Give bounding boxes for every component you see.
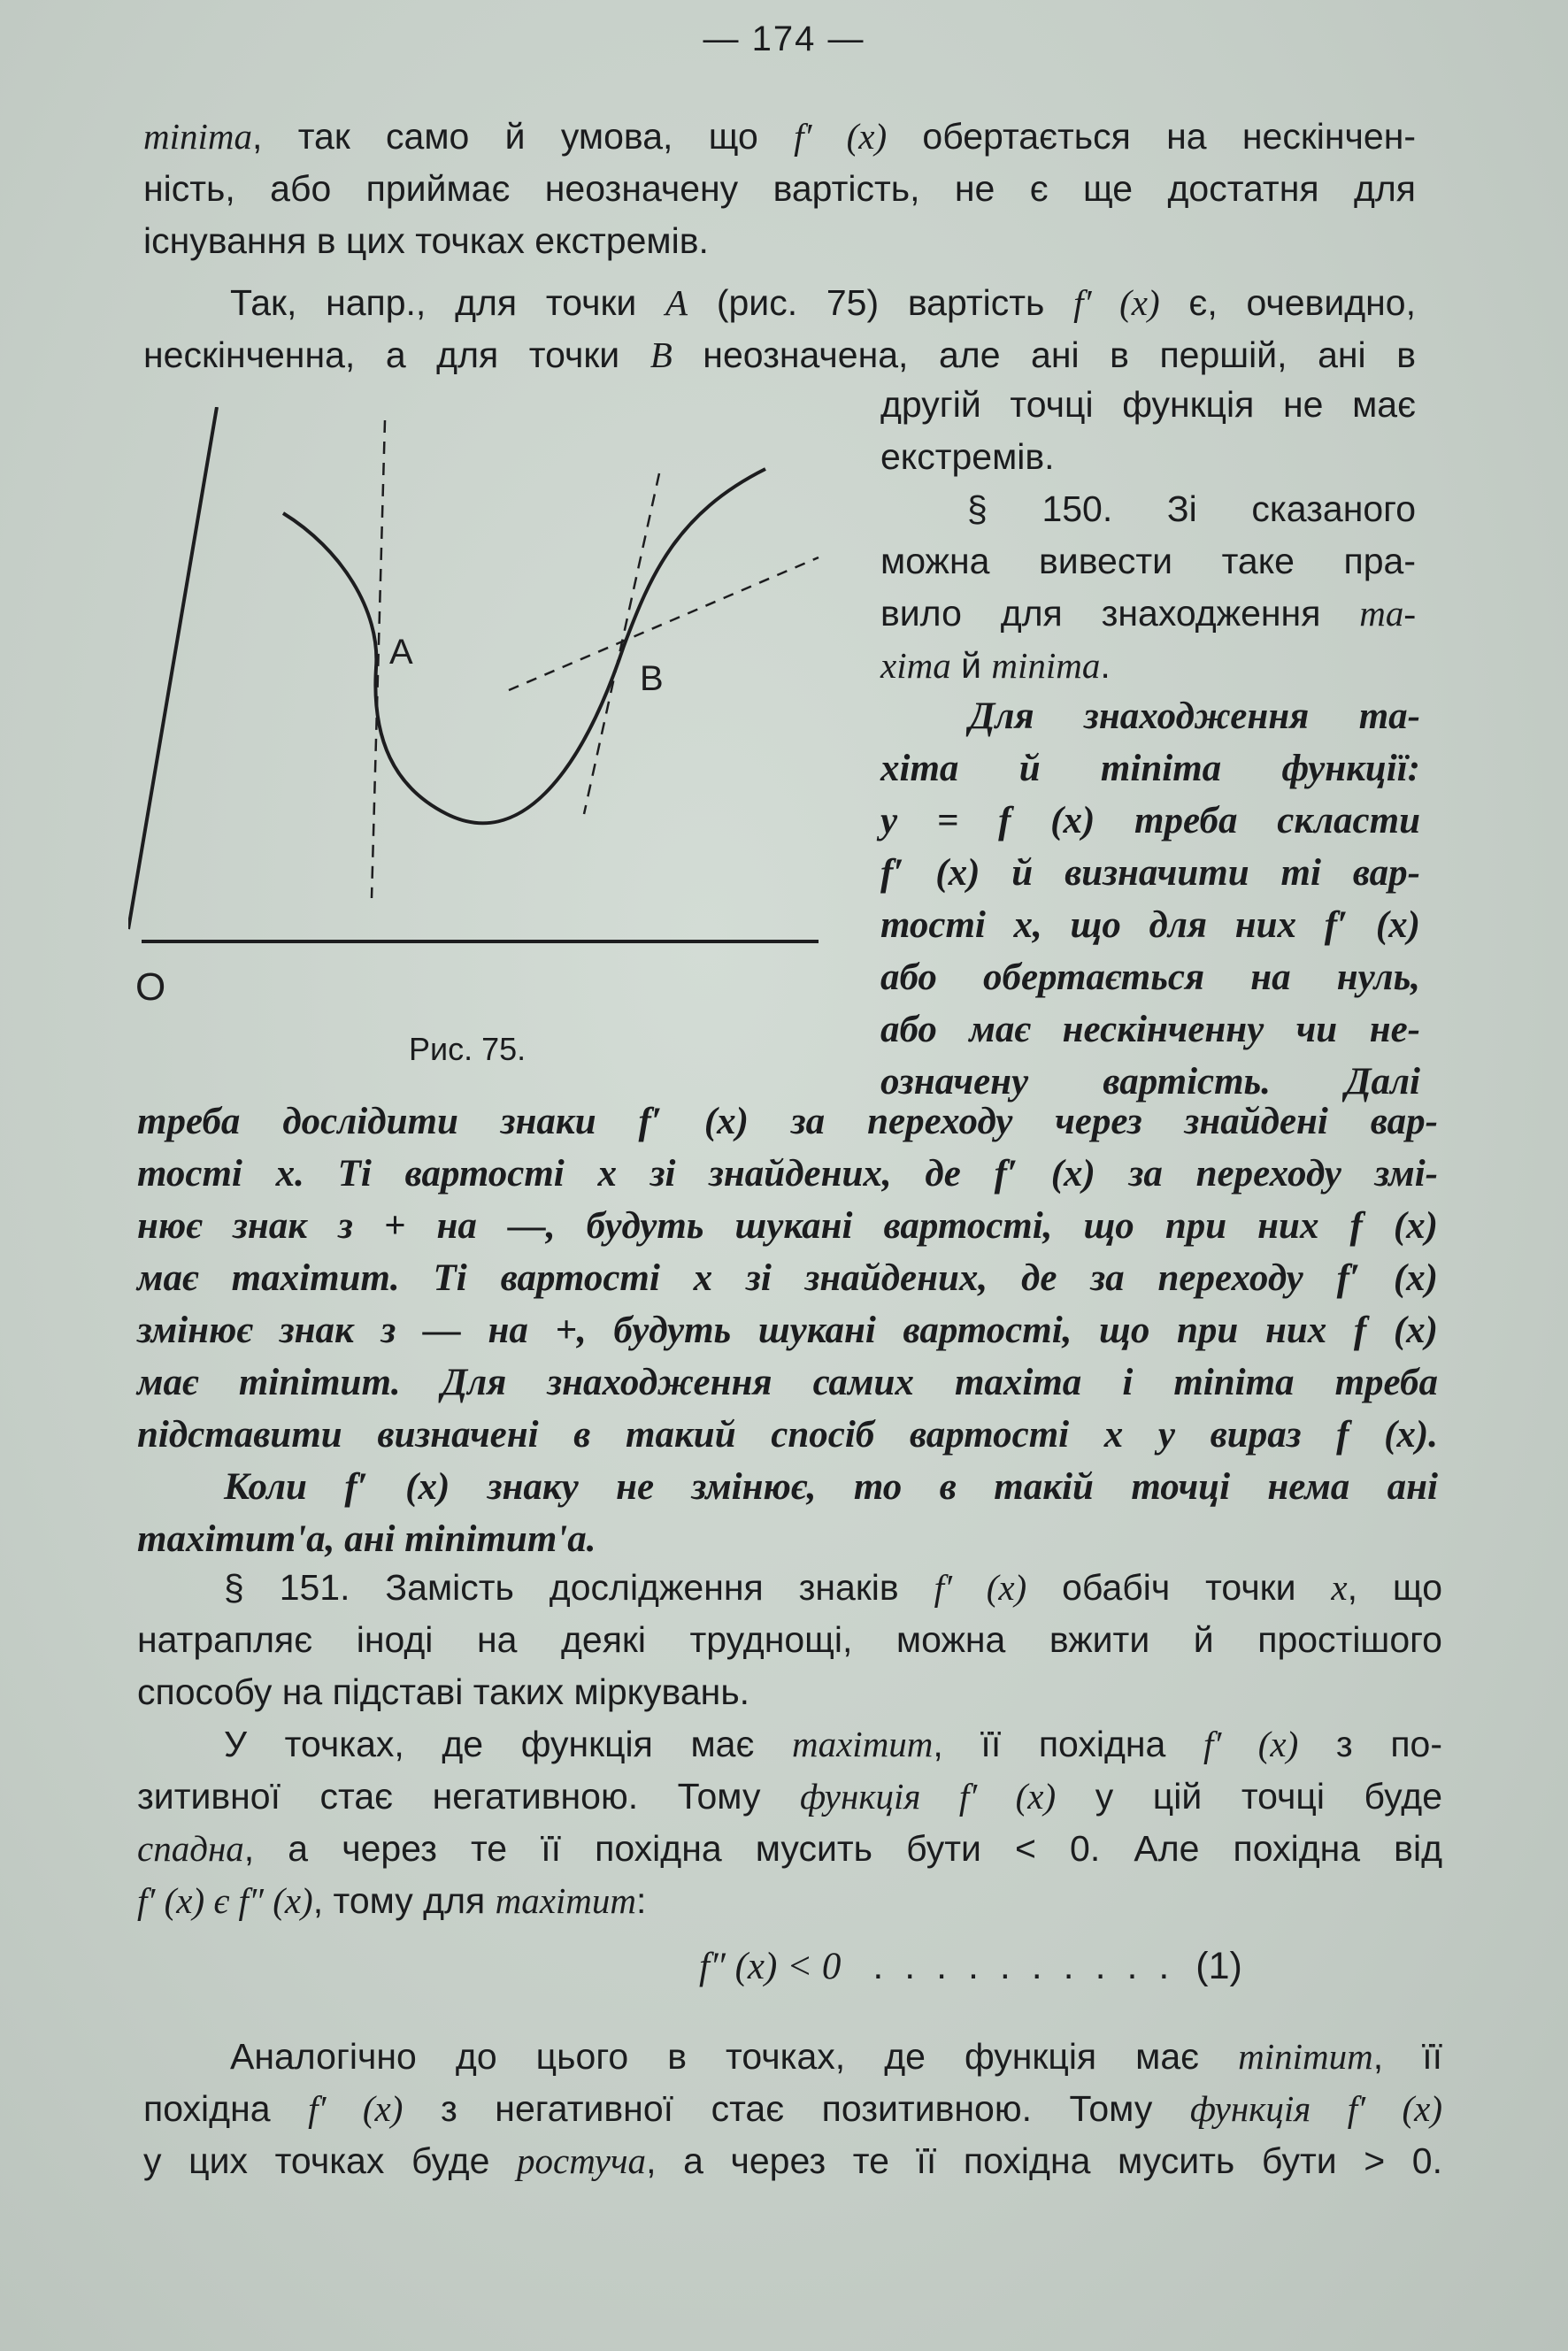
rule-line: означену вартість. Далі — [880, 1061, 1420, 1103]
text-line: § 151. Замість дослідження знаків f′ (x) обабіч точки x, що — [224, 1567, 1442, 1608]
text-line: ність, або приймає неозначену вартість, не є ще достатня для — [143, 168, 1416, 209]
rule-line: має maximum. Ті вартості x зі знайдених, де за переходу f′ (x) — [137, 1257, 1438, 1299]
tangent-b-shallow — [509, 557, 819, 690]
text-line: xima й minima. — [880, 645, 1111, 686]
label-a: A — [389, 633, 413, 672]
rule-line: тості x, що для них f′ (x) — [880, 904, 1420, 946]
intro-paragraph — [143, 111, 1416, 267]
vertical-tangent-a — [372, 420, 385, 898]
formula-1 — [699, 1945, 1451, 1988]
text-line: існування в цих точках екстремів. — [143, 220, 709, 261]
figure-75 — [128, 407, 836, 1079]
rule-line: або обертається на нуль, — [880, 957, 1420, 998]
formula-number: (1) — [1195, 1945, 1242, 1987]
text-line: § 150. Зі сказаного — [967, 488, 1416, 529]
example-paragraph — [143, 277, 1416, 381]
text-line: зитивної стає негативною. Тому функція f′ (x) у цій точці буде — [137, 1776, 1443, 1817]
text-line: способу на підставі таких міркувань. — [137, 1671, 750, 1712]
page-number: — 174 — — [703, 19, 865, 58]
text-line: нескінченна, а для точки B неозначена, але ані в першій, ані в — [143, 334, 1416, 375]
section-151-paragraph — [137, 1562, 1442, 1927]
rule-line: треба дослідити знаки f′ (x) за переходу через знайдені вар- — [137, 1101, 1438, 1142]
y-axis — [128, 407, 217, 929]
text-line: екстремів. — [880, 436, 1055, 477]
text-line: другій точці функція не має — [880, 384, 1416, 425]
figure-caption: Рис. 75. — [409, 1031, 527, 1067]
text-line: натрапляє іноді на деякі труднощі, можна вжити й простішого — [137, 1619, 1442, 1660]
text-line: похідна f′ (x) з негативної стає позитивною. Тому функція f′ (x) — [143, 2088, 1443, 2129]
function-curve — [283, 469, 765, 823]
text-line: minima, так само й умова, що f′ (x) обертається на нескінчен- — [143, 116, 1416, 157]
rule-line: тості x. Ті вартості x зі знайдених, де f′ (x) за переходу змі- — [137, 1153, 1438, 1195]
rule-line: f′ (x) й визначити ті вар- — [880, 852, 1420, 894]
text-line: вило для знаходження ma- — [880, 593, 1416, 634]
label-origin: O — [135, 965, 166, 1009]
rule-line: нює знак з + на —, будуть шукані вартості, що при них f (x) — [137, 1205, 1438, 1247]
rule-text-right — [880, 690, 1420, 1108]
rule-line: xima й minima функції: — [880, 748, 1420, 789]
formula-dots: . . . . . . . . . . — [872, 1945, 1175, 1987]
section-150-heading — [880, 379, 1416, 692]
rule-line: Для знаходження ma- — [969, 695, 1420, 737]
analogy-paragraph — [143, 2031, 1442, 2187]
rule-line: Коли f′ (x) знаку не змінює, то в такій точці нема ані — [224, 1466, 1438, 1508]
text-line: Аналогічно до цього в точках, де функція має minimum, її — [230, 2036, 1442, 2077]
label-b: B — [640, 659, 664, 698]
text-line: можна вивести таке пра- — [880, 541, 1416, 581]
text-line: Так, напр., для точки A (рис. 75) вартість f′ (x) є, очевидно, — [230, 282, 1416, 323]
text-line: У точках, де функція має maximum, її похідна f′ (x) з по- — [224, 1724, 1442, 1764]
curve-diagram — [128, 407, 836, 1026]
tangent-b-steep — [584, 473, 659, 814]
rule-line: підставити визначені в такий спосіб вартості x у вираз f (x). — [137, 1414, 1438, 1456]
text-line: у цих точках буде ростуча, а через те її похідна мусить бути > 0. — [143, 2140, 1442, 2181]
formula-expression: f″ (x) < 0 — [699, 1946, 842, 1987]
rule-line: y = f (x) треба скласти — [880, 800, 1420, 841]
text-line: f′ (x) є f″ (x), тому для maximum: — [137, 1880, 647, 1921]
rule-line: або має нескінченну чи не- — [880, 1009, 1420, 1050]
rule-line: змінює знак з — на +, будуть шукані вартості, що при них f (x) — [137, 1310, 1438, 1351]
rule-text-full — [137, 1095, 1438, 1565]
rule-line: maximum'a, ані minimum'a. — [137, 1518, 596, 1560]
text-line: спадна, а через те її похідна мусить бути < 0. Але похідна від — [137, 1828, 1442, 1869]
rule-line: має minimum. Для знаходження самих maxima і minima треба — [137, 1362, 1438, 1403]
